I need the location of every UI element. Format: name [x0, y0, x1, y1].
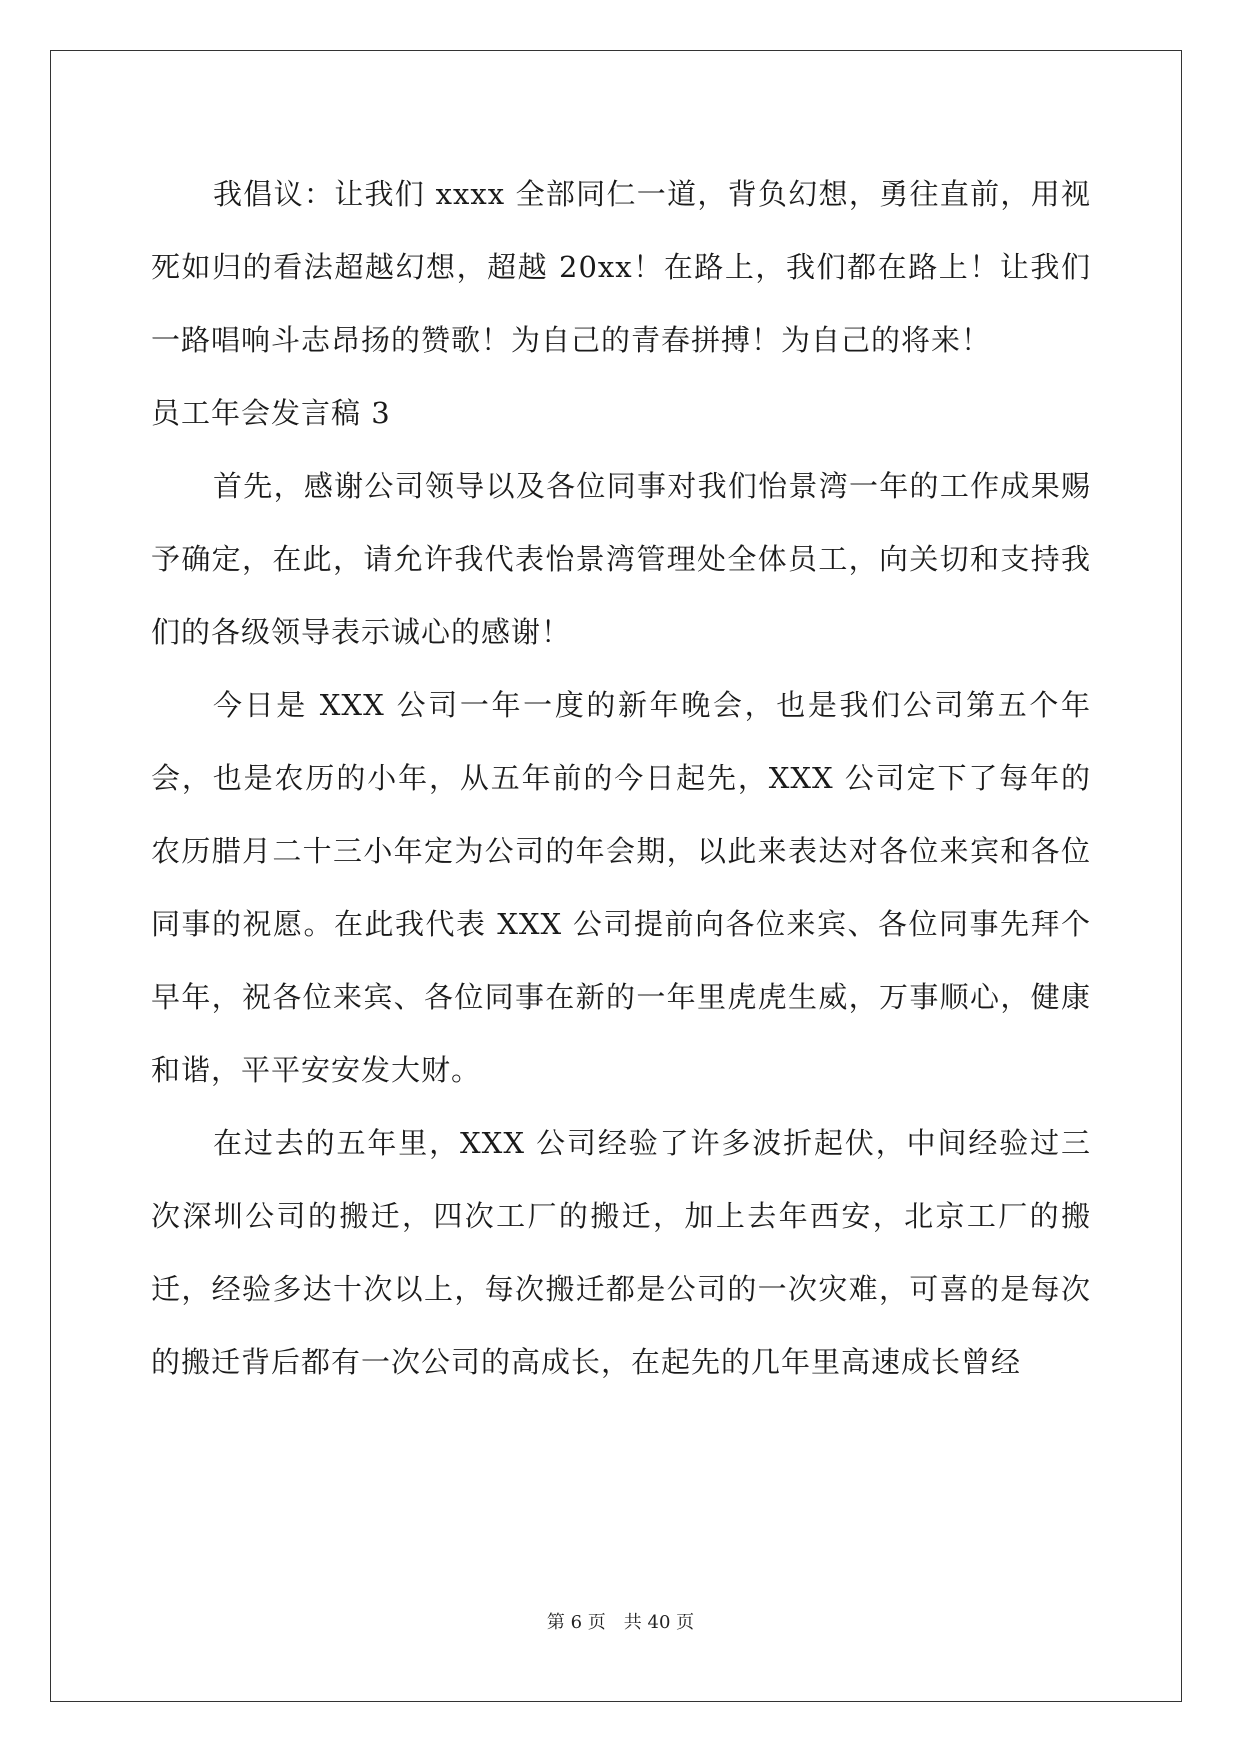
document-body: [151, 158, 1091, 1399]
section-heading: 员工年会发言稿 3: [151, 396, 391, 430]
page-total: 共 40 页: [623, 1612, 695, 1633]
paragraph-thanks: 首先，感谢公司领导以及各位同事对我们怡景湾一年的工作成果赐予确定，在此，请允许我代表怡景湾管理处全体员工，向关切和支持我们的各级领导表示诚心的感谢！: [151, 469, 1091, 649]
paragraph-new-year-party: 今日是 XXX 公司一年一度的新年晚会，也是我们公司第五个年会，也是农历的小年，从五年前的今日起先，XXX 公司定下了每年的农历腊月二十三小年定为公司的年会期，以此来表达对各位来宾和各位同事的祝愿。在此我代表 XXX 公司提前向各位来宾、各位同事先拜个早年，祝各位来宾、各位同事在新的一年里虎虎生威，万事顺心，健康和谐，平平安安发大财。: [151, 688, 1091, 1087]
page-number: 第 6 页: [546, 1612, 606, 1633]
paragraph-initiative: 我倡议：让我们 xxxx 全部同仁一道，背负幻想，勇往直前，用视死如归的看法超越幻想，超越 20xx！在路上，我们都在路上！让我们一路唱响斗志昂扬的赞歌！为自己的青春拼搏！为自己的将来！: [151, 177, 1091, 357]
paragraph-past-five-years: 在过去的五年里，XXX 公司经验了许多波折起伏，中间经验过三次深圳公司的搬迁，四次工厂的搬迁，加上去年西安，北京工厂的搬迁，经验多达十次以上，每次搬迁都是公司的一次灾难，可喜的是每次的搬迁背后都有一次公司的高成长，在起先的几年里高速成长曾经: [151, 1126, 1091, 1379]
page-footer: [0, 1608, 1241, 1634]
